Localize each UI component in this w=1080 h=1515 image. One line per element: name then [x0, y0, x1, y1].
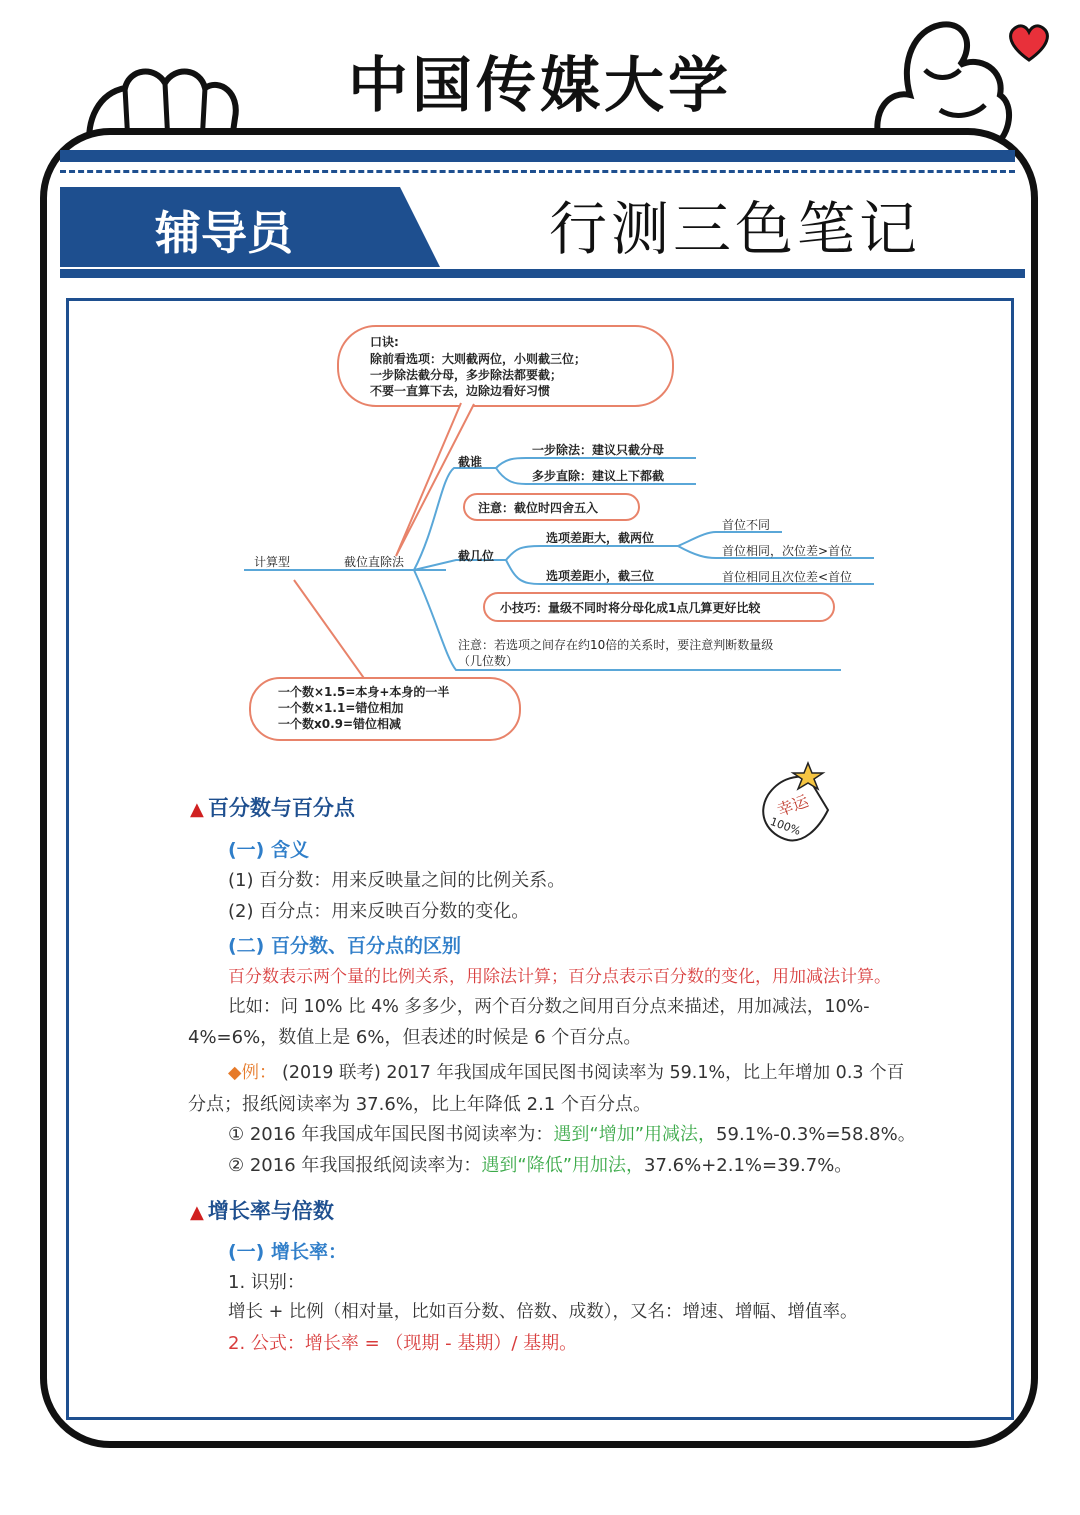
- mm-tip: 小技巧：量级不同时将分母化成1点几算更好比较: [500, 601, 761, 615]
- mm-jiwei: 截几位: [458, 549, 495, 563]
- example-tag: ◆例：: [228, 1063, 277, 1083]
- ans2-post: 37.6%+2.1%=39.7%。: [644, 1155, 853, 1176]
- section1-title: [190, 792, 355, 822]
- mm-jiequ-1: 一步除法：建议只截分母: [532, 443, 665, 457]
- mm-note-round: 注意：截位时四舍五入: [478, 501, 599, 515]
- mm-rhyme-line-1: 除前看选项：大则截两位，小则截三位；: [370, 352, 587, 366]
- section2-sub1: (一) 增长率：: [228, 1241, 347, 1263]
- mm-rhyme-title: 口诀:: [370, 335, 399, 349]
- section1-title-text: 百分数与百分点: [207, 796, 355, 820]
- top-bar: [60, 150, 1015, 162]
- ans2-green: 遇到“降低”用加法，: [481, 1155, 645, 1176]
- section1-ans2: [228, 1151, 852, 1177]
- mm-jiwei-small: 选项差距小，截三位: [546, 569, 655, 583]
- ans2-pre: ② 2016 年我国报纸阅读率为：: [228, 1155, 482, 1176]
- lucky-sticker-icon: [748, 755, 848, 850]
- section2-title: [190, 1195, 334, 1225]
- sticker-line2: 100%: [768, 814, 803, 838]
- section1-sub1: (一) 含义: [228, 839, 309, 861]
- section1-example-l2: 分点；报纸阅读率为 37.6%，比上年降低 2.1 个百分点。: [188, 1094, 651, 1115]
- section1-ans1: [228, 1120, 916, 1146]
- banner-right-label: 行测三色笔记: [548, 195, 921, 263]
- section1-def1: (1) 百分数：用来反映量之间的比例关系。: [228, 870, 566, 891]
- section2-l2: 增长 + 比例（相对量，比如百分数、倍数、成数），又名：增速、增幅、增值率。: [228, 1302, 858, 1322]
- mm-root: 计算型: [254, 555, 291, 569]
- mm-note2-l1: 注意：若选项之间存在约10倍的关系时，要注意判断数量级: [458, 638, 774, 652]
- section2-title-text: 增长率与倍数: [207, 1199, 334, 1223]
- mm-jiequ: 截谁: [458, 455, 483, 469]
- page-title: 中国传媒大学: [348, 51, 732, 121]
- sticker-line1: 幸运: [774, 791, 812, 820]
- mind-map: [66, 298, 1014, 748]
- dashed-divider: [60, 170, 1015, 173]
- ans1-green: 遇到“增加”用减法，: [553, 1124, 717, 1145]
- section1-def2: (2) 百分点：用来反映百分数的变化。: [228, 901, 530, 922]
- example-text-1: (2019 联考) 2017 年我国成年国民图书阅读率为 59.1%，比上年增加 0.3 个百: [282, 1063, 905, 1083]
- section1-diff: 百分数表示两个量的比例关系，用除法计算；百分点表示百分数的变化，用加减法计算。: [228, 967, 891, 987]
- mm-mult-2: 一个数×1.1=错位相加: [278, 701, 404, 715]
- banner-left-label: 辅导员: [155, 206, 293, 260]
- triangle-icon: ▲: [190, 799, 204, 820]
- section1-example-l1: [228, 1059, 904, 1084]
- mm-branch: 截位直除法: [344, 555, 405, 569]
- section1-sub2: (二) 百分数、百分点的区别: [228, 935, 461, 957]
- mm-first-same2: 首位相同且次位差<首位: [722, 570, 853, 584]
- section2-l1: 1. 识别：: [228, 1272, 305, 1293]
- ans1-pre: ① 2016 年我国成年国民图书阅读率为：: [228, 1124, 554, 1145]
- ans1-post: 59.1%-0.3%=58.8%。: [716, 1124, 916, 1145]
- section1-ex-l1: 比如：问 10% 比 4% 多多少，两个百分数之间用百分点来描述，用加减法，10%-: [228, 997, 870, 1017]
- mm-note2-l2: （几位数）: [458, 654, 519, 668]
- section2-l3: 2. 公式：增长率 = （现期 - 基期）/ 基期。: [228, 1333, 578, 1354]
- mm-rhyme-line-2: 一步除法截分母，多步除法都要截；: [370, 368, 563, 382]
- mm-first-same: 首位相同，次位差>首位: [722, 544, 853, 558]
- heart-icon: [1005, 20, 1053, 64]
- triangle-icon: ▲: [190, 1202, 204, 1223]
- mm-mult-3: 一个数x0.9=错位相减: [278, 717, 402, 731]
- mm-mult-1: 一个数×1.5=本身+本身的一半: [278, 685, 450, 699]
- mm-first-diff: 首位不同: [722, 518, 771, 532]
- section1-ex-l2: 4%=6%，数值上是 6%，但表述的时候是 6 个百分点。: [188, 1027, 642, 1048]
- mm-jiequ-2: 多步直除：建议上下都截: [532, 469, 665, 483]
- mm-rhyme-line-3: 不要一直算下去，边除边看好习惯: [370, 384, 551, 398]
- mm-jiwei-big: 选项差距大，截两位: [546, 531, 655, 545]
